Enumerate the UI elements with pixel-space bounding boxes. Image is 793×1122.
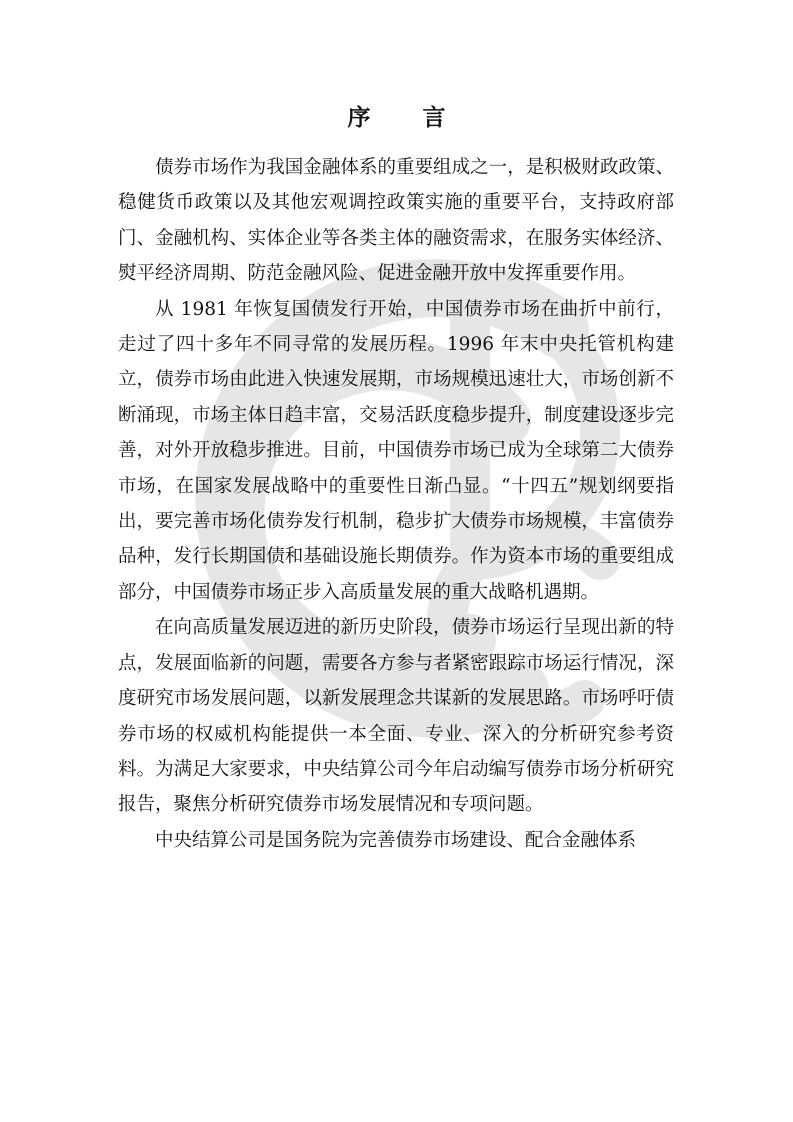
paragraph-2: 从 1981 年恢复国债发行开始，中国债券市场在曲折中前行，走过了四十多年不同寻常的发展历程。1996 年末中央托管机构建立，债券市场由此进入快速发展期，市场规模迅速壮大，市场创新不断涌现，市场主体日趋丰富，交易活跃度稳步提升，制度建设逐步完善，对外开放稳步推进。目前，中国债券市场已成为全球第二大债券市场，在国家发展战略中的重要性日渐凸显。“十四五”规划纲要指出，要完善市场化债券发行机制，稳步扩大债券市场规模，丰富债券品种，发行长期国债和基础设施长期债券。作为资本市场的重要组成部分，中国债券市场正步入高质量发展的重大战略机遇期。 <box>118 298 674 603</box>
document-body <box>118 150 674 858</box>
paragraph-1: 债券市场作为我国金融体系的重要组成之一，是积极财政政策、稳健货币政策以及其他宏观调控政策实施的重要平台，支持政府部门、金融机构、实体企业等各类主体的融资需求，在服务实体经济、熨平经济周期、防范金融风险、促进金融开放中发挥重要作用。 <box>118 157 674 285</box>
page-title: 序 言 <box>347 104 468 131</box>
paragraph-4: 中央结算公司是国务院为完善债券市场建设、配合金融体系 <box>155 829 637 851</box>
paragraph-3: 在向高质量发展迈进的新历史阶段，债券市场运行呈现出新的特点，发展面临新的问题，需要各方参与者紧密跟踪市场运行情况，深度研究市场发展问题，以新发展理念共谋新的发展思路。市场呼吁债券市场的权威机构能提供一本全面、专业、深入的分析研究参考资料。为满足大家要求，中央结算公司今年启动编写债券市场分析研究报告，聚焦分析研究债券市场发展情况和专项问题。 <box>118 617 674 816</box>
